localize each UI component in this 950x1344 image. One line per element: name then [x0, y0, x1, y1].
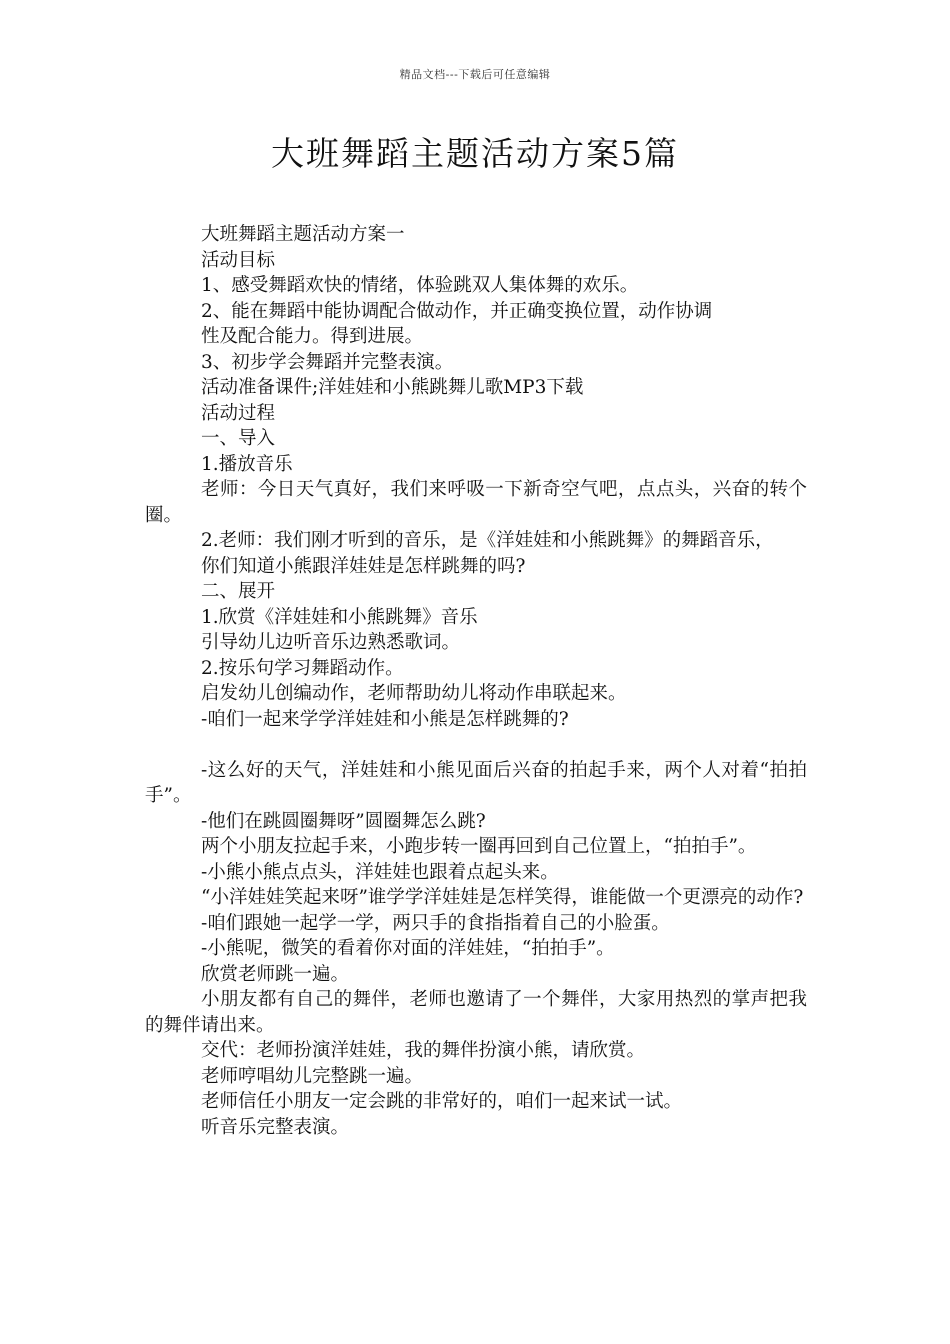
paragraph: 两个小朋友拉起手来，小跑步转一圈再回到自己位置上，“拍拍手”。	[201, 836, 757, 857]
paragraph: 启发幼儿创编动作，老师帮助幼儿将动作串联起来。	[201, 683, 627, 704]
paragraph: 交代：老师扮演洋娃娃，我的舞伴扮演小熊，请欣赏。	[201, 1040, 646, 1061]
paragraph: -小熊小熊点点头，洋娃娃也跟着点起头来。	[201, 861, 559, 883]
paragraph: 一、导入	[201, 428, 276, 449]
document-body	[145, 222, 807, 1140]
paragraph: -小熊呢，微笑的看着你对面的洋娃娃，“拍拍手”。	[201, 938, 615, 959]
paragraph: 老师信任小朋友一定会跳的非常好的，咱们一起来试一试。	[201, 1091, 683, 1112]
paragraph: -他们在跳圆圈舞呀”圆圈舞怎么跳?	[201, 810, 486, 832]
paragraph: 活动过程	[201, 402, 276, 424]
paragraph: -咱们跟她一起学一学，两只手的食指指着自己的小脸蛋。	[201, 912, 670, 934]
paragraph: “小洋娃娃笑起来呀”谁学学洋娃娃是怎样笑得，谁能做一个更漂亮的动作?	[201, 887, 804, 908]
document-title: 大班舞蹈主题活动方案5篇	[271, 134, 679, 173]
paragraph: -这么好的天气，洋娃娃和小熊见面后兴奋的拍起手来，两个人对着“拍拍手”。	[145, 759, 807, 806]
paragraph: 活动目标	[201, 249, 276, 271]
paragraph: 老师：今日天气真好，我们来呼吸一下新奇空气吧，点点头，兴奋的转个圈。	[145, 479, 807, 526]
header-note: 精品文档---下载后可任意编辑	[399, 68, 551, 81]
paragraph: -咱们一起来学学洋娃娃和小熊是怎样跳舞的?	[201, 708, 569, 730]
blank-line	[145, 732, 807, 758]
paragraph: 老师哼唱幼儿完整跳一遍。	[201, 1065, 424, 1087]
paragraph: 性及配合能力。得到进展。	[201, 326, 424, 347]
paragraph: 1.播放音乐	[201, 453, 293, 475]
paragraph: 小朋友都有自己的舞伴，老师也邀请了一个舞伴，大家用热烈的掌声把我的舞伴请出来。	[145, 989, 807, 1036]
paragraph: 二、展开	[201, 581, 276, 602]
paragraph: 2.老师：我们刚才听到的音乐，是《洋娃娃和小熊跳舞》的舞蹈音乐，	[201, 530, 774, 551]
paragraph: 3、初步学会舞蹈并完整表演。	[201, 351, 454, 373]
section-heading: 大班舞蹈主题活动方案一	[201, 224, 405, 245]
paragraph: 1、感受舞蹈欢快的情绪，体验跳双人集体舞的欢乐。	[201, 275, 639, 296]
paragraph: 你们知道小熊跟洋娃娃是怎样跳舞的吗?	[201, 555, 526, 577]
paragraph: 听音乐完整表演。	[201, 1116, 350, 1138]
paragraph: 1.欣赏《洋娃娃和小熊跳舞》音乐	[201, 606, 478, 628]
paragraph: 欣赏老师跳一遍。	[201, 963, 350, 985]
paragraph: 2、能在舞蹈中能协调配合做动作，并正确变换位置，动作协调	[201, 300, 713, 322]
paragraph: 2.按乐句学习舞蹈动作。	[201, 657, 404, 679]
paragraph: 活动准备课件;洋娃娃和小熊跳舞儿歌MP3下载	[201, 377, 584, 398]
paragraph: 引导幼儿边听音乐边熟悉歌词。	[201, 632, 461, 653]
